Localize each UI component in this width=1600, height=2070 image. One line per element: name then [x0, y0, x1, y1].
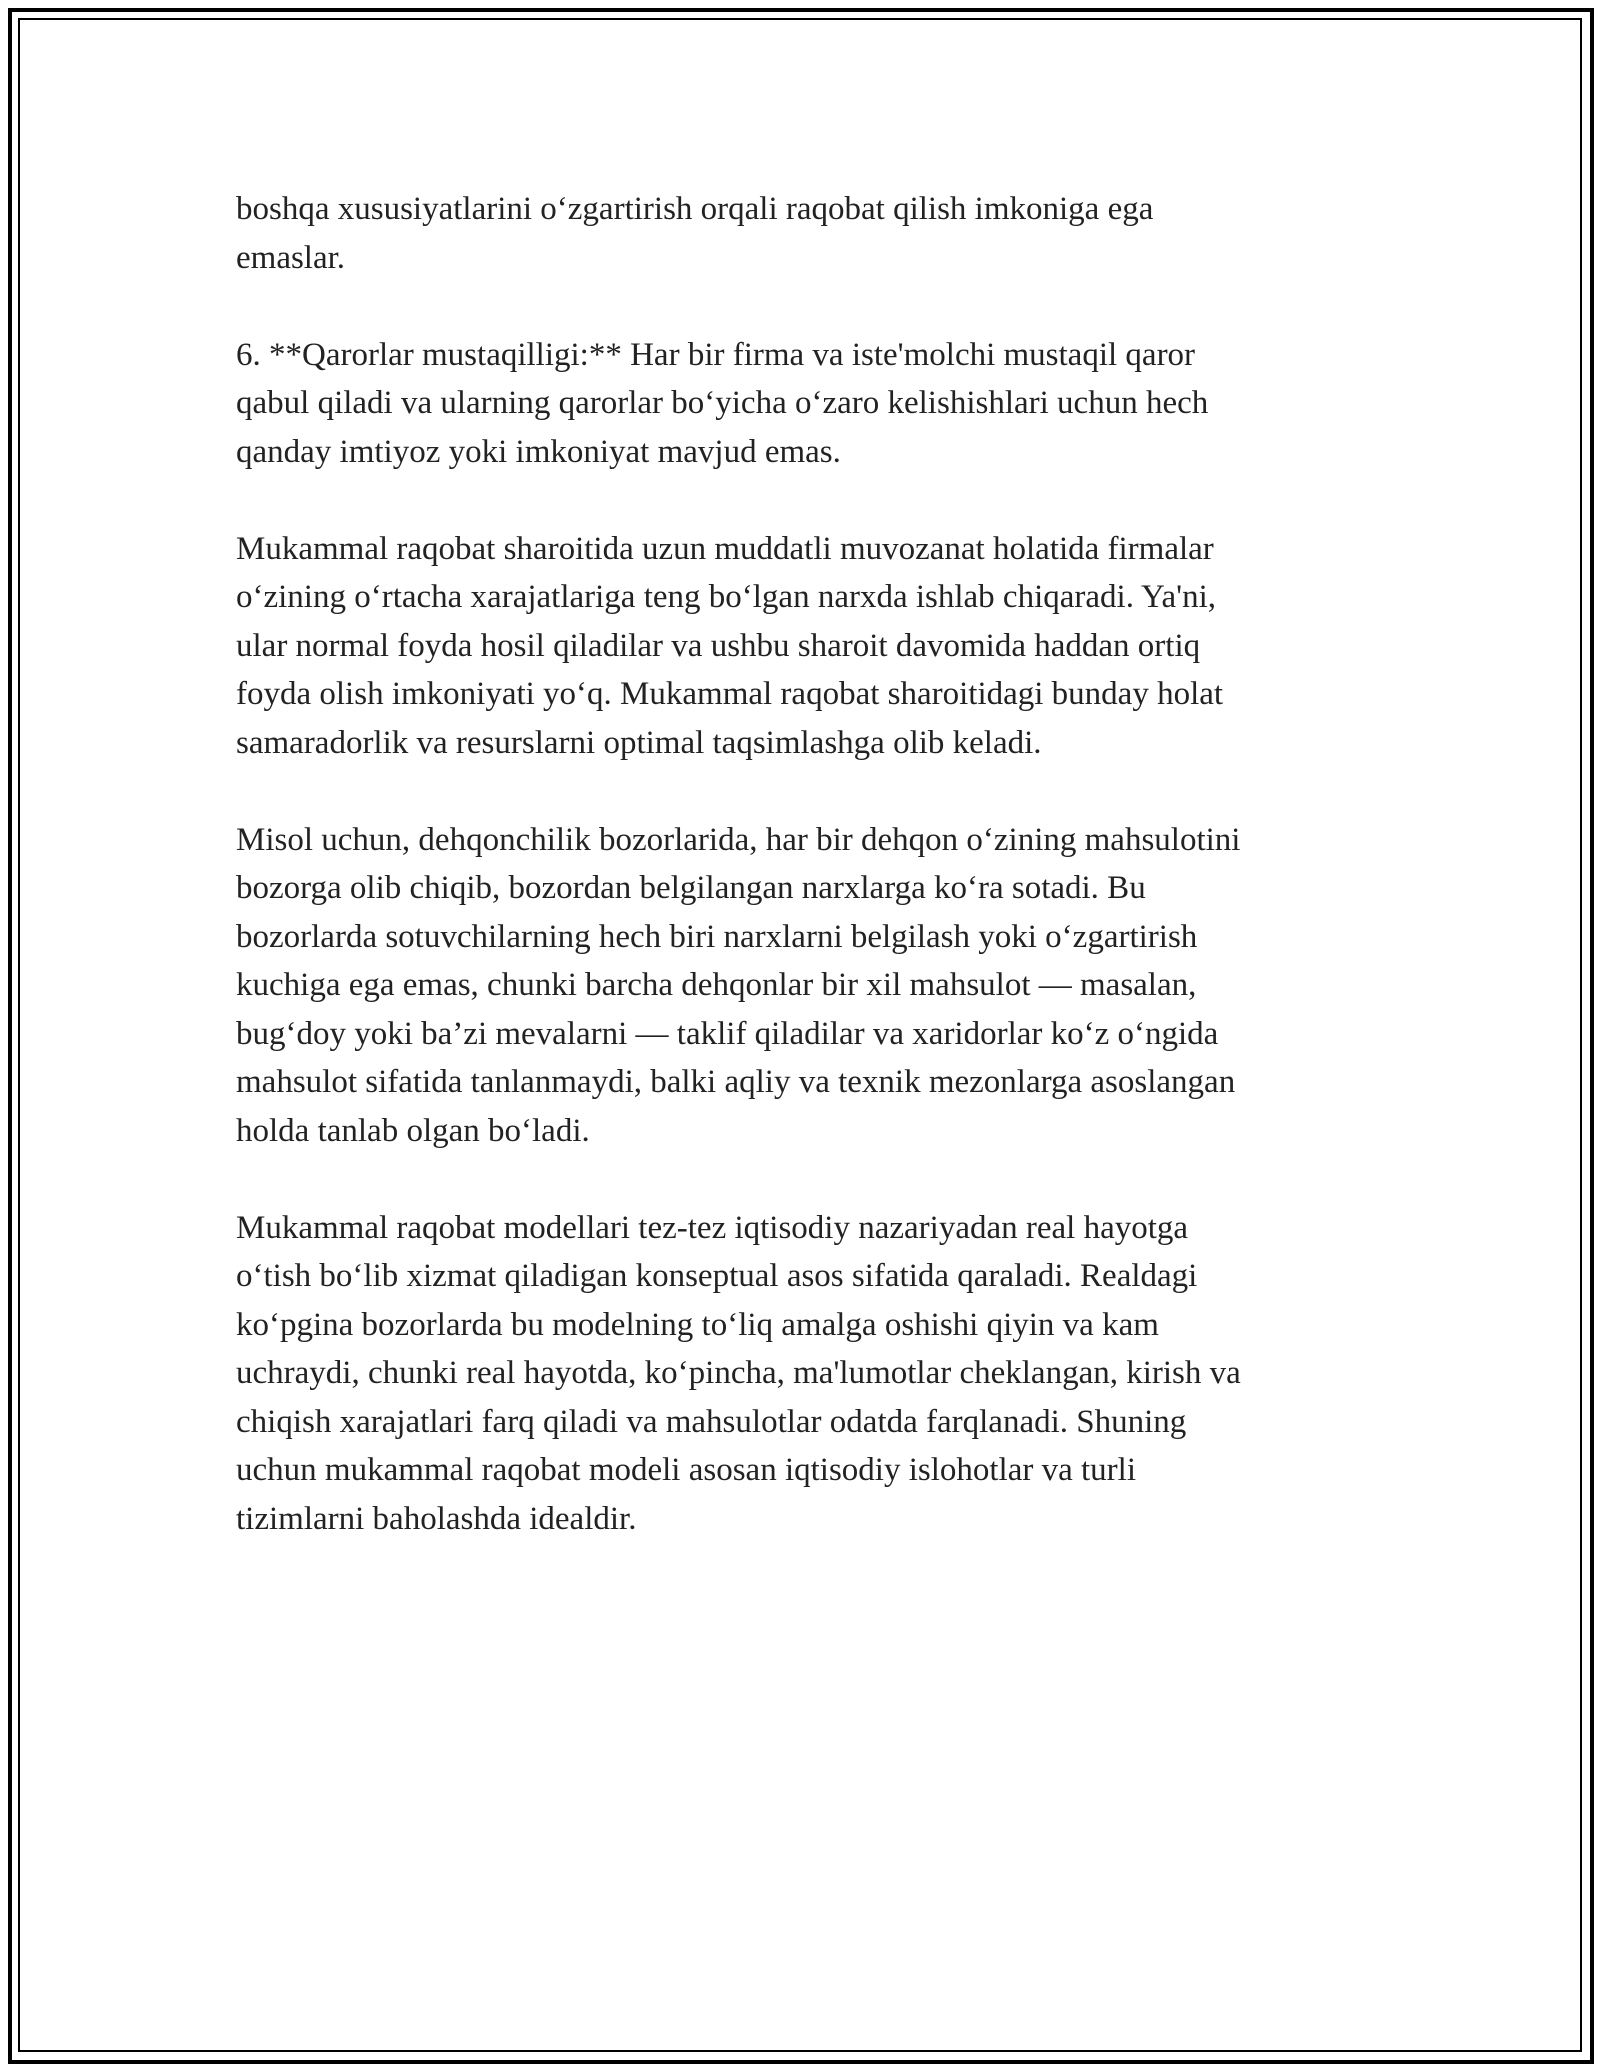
paragraph-long-run-equilibrium: Mukammal raqobat sharoitida uzun muddatli muvozanat holatida firmalar o‘zining o‘rtacha xarajatlariga teng bo‘lgan narxda ishlab chiqaradi. Ya'ni, ular normal foyda hosil qiladilar va ushbu sharoit davomida haddan ortiq foyda olish imkoniyati yo‘q. Mukammal raqobat sharoitidagi bunday holat samaradorlik va resurslarni optimal taqsimlashga olib keladi.: [236, 530, 1224, 761]
document-body: [236, 185, 1366, 1592]
paragraph-model-conclusion: Mukammal raqobat modellari tez-tez iqtisodiy nazariyadan real hayotga o‘tish bo‘lib xizmat qiladigan konseptual asos sifatida qaraladi. Realdagi ko‘pgina bozorlarda bu modelning to‘liq amalga oshishi qiyin va kam uchraydi, chunki real hayotda, ko‘pincha, ma'lumotlar cheklangan, kirish va chiqish xarajatlari farq qiladi va mahsulotlar odatda farqlanadi. Shuning uchun mukammal raqobat modeli asosan iqtisodiy islohotlar va turli tizimlarni baholashda idealdir.: [236, 1209, 1241, 1537]
paragraph-farming-example: Misol uchun, dehqonchilik bozorlarida, har bir dehqon o‘zining mahsulotini bozorga olib chiqib, bozordan belgilangan narxlarga ko‘ra sotadi. Bu bozorlarda sotuvchilarning hech biri narxlarni belgilash yoki o‘zgartirish kuchiga ega emas, chunki barcha dehqonlar bir xil mahsulot — masalan, bug‘doy yoki ba’zi mevalarni — taklif qiladilar va xaridorlar ko‘z o‘ngida mahsulot sifatida tanlanmaydi, balki aqliy va texnik mezonlarga asoslangan holda tanlab olgan bo‘ladi.: [236, 821, 1241, 1149]
paragraph-decision-independence: 6. **Qarorlar mustaqilligi:** Har bir firma va iste'molchi mustaqil qaror qabul qiladi va ularning qarorlar bo‘yicha o‘zaro kelishishlari uchun hech qanday imtiyoz yoki imkoniyat mavjud emas.: [236, 336, 1209, 470]
paragraph-continuation: boshqa xususiyatlarini o‘zgartirish orqali raqobat qilish imkoniga ega emaslar.: [236, 191, 1154, 276]
